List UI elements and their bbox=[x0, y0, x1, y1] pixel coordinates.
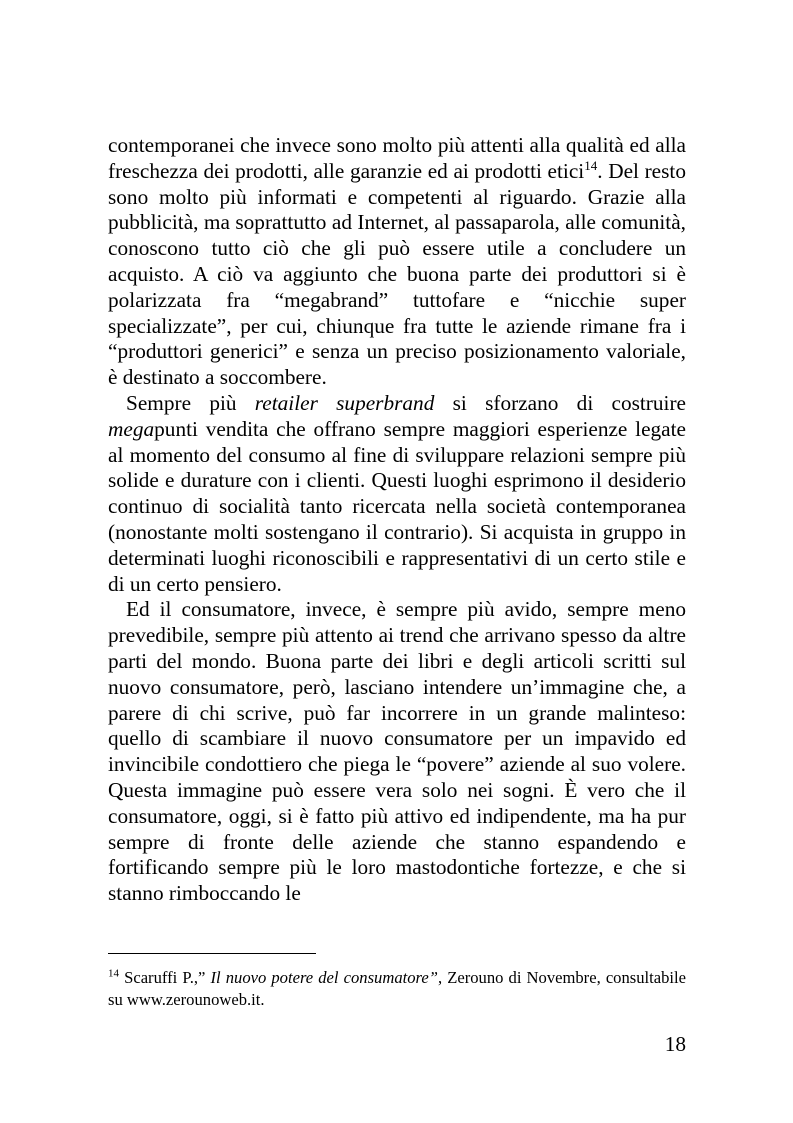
footnote-divider bbox=[108, 953, 316, 954]
footnote-text-a: Scaruffi P.,” bbox=[119, 968, 211, 987]
paragraph-2-text-a: Sempre più bbox=[126, 390, 255, 415]
paragraph-2 bbox=[108, 391, 686, 597]
paragraph-1 bbox=[108, 133, 686, 391]
paragraph-2-italic-a: retailer superbrand bbox=[254, 390, 435, 415]
footnote-text-b: , Zerouno di Novembre, consultabile su www.zerounoweb.it. bbox=[108, 968, 687, 1009]
paragraph-3-text: Ed il consumatore, invece, è sempre più avido, sempre meno prevedibile, sempre più attento ai trend che arrivano spesso da altre parti del mondo. Buona parte dei libri e degli articoli scritti sul nuovo consumatore, però, lasciano intendere un’immagine che, a parere di chi scrive, può far incorrere in un grande malinteso: quello di scambiare il nuovo consumatore per un impavido ed invincibile condottiero che piega le “povere” aziende al suo volere. Questa immagine può essere vera solo nei sogni. È vero che il consumatore, oggi, si è fatto più attivo ed indipendente, ma ha pur sempre di fronte delle aziende che stanno espandendo e fortificando sempre più le loro mastodontiche fortezze, e che si stanno rimboccando le bbox=[108, 597, 686, 906]
paragraph-1-text-a: contemporanei che invece sono molto più attenti alla qualità ed alla freschezza dei prodotti, alle garanzie ed ai prodotti etici bbox=[108, 133, 686, 183]
footnote-title: Il nuovo potere del consumatore” bbox=[210, 968, 438, 987]
paragraph-2-italic-b: mega bbox=[108, 416, 155, 441]
paragraph-1-text-b: . Del resto sono molto più informati e competenti al riguardo. Grazie alla pubblicità, ma soprattutto ad Internet, al passaparola, alle comunità, conoscono tutto ciò che gli può essere utile a concludere un acquisto. A ciò va aggiunto che buona parte dei produttori si è polarizzata fra “megabrand” tuttofare e “nicchie super specializzate”, per cui, chiunque fra tutte le aziende rimane fra i “produttori generici” e senza un preciso posizionamento valoriale, è destinato a soccombere. bbox=[108, 158, 686, 390]
footnote bbox=[108, 967, 686, 1011]
paragraph-2-text-b: si sforzano di costruire bbox=[434, 390, 686, 415]
footnote-number: 14 bbox=[108, 967, 119, 980]
paragraph-3 bbox=[108, 597, 686, 907]
page-body bbox=[108, 133, 686, 907]
paragraph-2-text-c: punti vendita che offrano sempre maggiori esperienze legate al momento del consumo al fine di sviluppare relazioni sempre più solide e durature con i clienti. Questi luoghi esprimono il desiderio continuo di socialità tanto ricercata nella società contemporanea (nonostante molti sostengano il contrario). Si acquista in gruppo in determinati luoghi riconoscibili e rappresentativi di un certo stile e di un certo pensiero. bbox=[108, 416, 686, 596]
footnote-reference[interactable]: 14 bbox=[584, 157, 598, 173]
page-number: 18 bbox=[664, 1032, 686, 1056]
